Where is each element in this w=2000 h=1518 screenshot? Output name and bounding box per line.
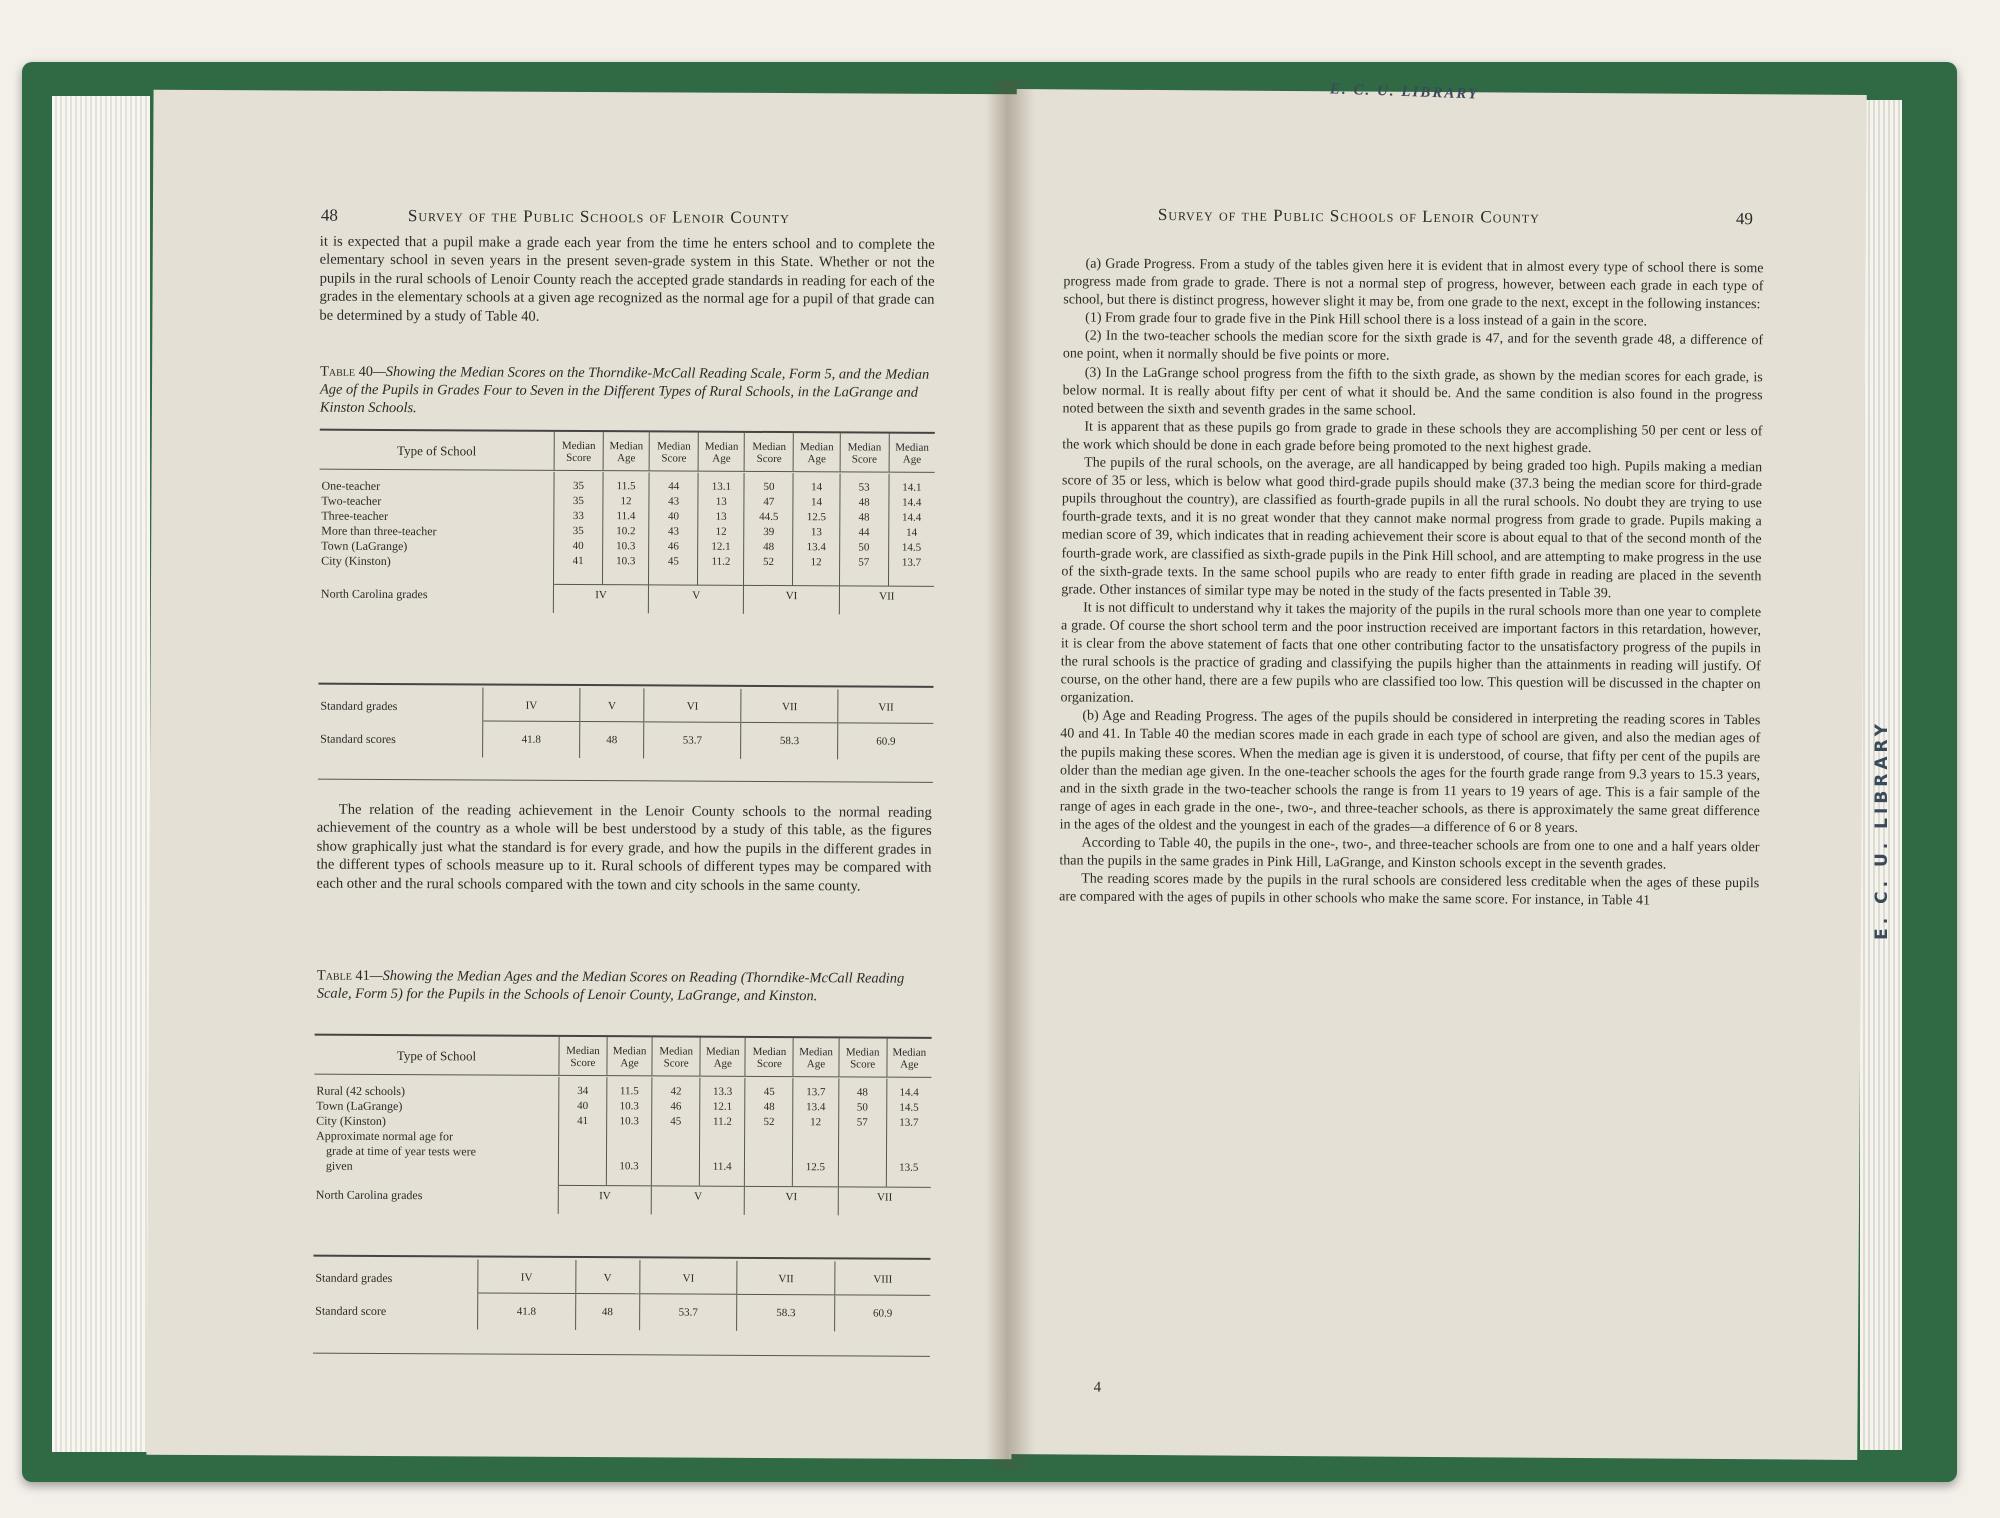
cell: 44.5 (744, 511, 793, 526)
cell: 57 (838, 1116, 886, 1131)
running-head-right: Survey of the Public Schools of Lenoir County (1157, 205, 1540, 227)
cell: 48 (838, 1078, 886, 1101)
std-grade: V (575, 1260, 640, 1293)
right-paragraph: (3) In the LaGrange school progress from the fifth to the sixth grade, as shown by the median scores for each grade, is below normal. It is really about fifty per cent of what it should be. And the same condition is also found in the progress noted between the sixth and seventh grades in the same school. (1062, 365, 1763, 419)
row-label: One-teacher (321, 478, 381, 493)
table-row (313, 1292, 930, 1332)
cell: 34 (559, 1077, 607, 1100)
table40-head: Median Age (794, 433, 840, 472)
cell: 13.1 (698, 473, 744, 496)
table-row (319, 471, 934, 497)
table40-head: Median Age (603, 432, 649, 471)
nc-grade: V (649, 584, 744, 613)
row-label: Rural (42 schools) (316, 1083, 406, 1099)
table41 (314, 1036, 932, 1216)
cell: 14.5 (886, 1102, 931, 1117)
cell: 48 (744, 541, 793, 556)
cell: 13.7 (793, 1078, 839, 1101)
cell: 11.4 (699, 1161, 745, 1186)
table41-head: Median Score (559, 1037, 607, 1076)
row-label: Town (LaGrange) (321, 538, 408, 554)
cell: 12.5 (793, 511, 839, 526)
nc-grade: VI (744, 585, 839, 614)
approx-label-2: grade at time of year tests were (325, 1143, 476, 1159)
std-grade: IV (483, 687, 580, 721)
cell: 10.2 (603, 525, 649, 540)
right-paragraph: (2) In the two-teacher schools the median score for the sixth grade is 47, and for the seventh grade 48, a difference of one point, when it normally should be five points or more. (1062, 328, 1764, 365)
cell: 48 (745, 1101, 793, 1116)
std-scores-label: Standard score (315, 1303, 387, 1318)
table41-nc-grades-row (314, 1184, 931, 1216)
cell: 41 (553, 555, 602, 584)
footer-page-number: 4 (1093, 1379, 1102, 1396)
cell: 40 (649, 510, 698, 525)
cell: 46 (649, 540, 698, 555)
std-score: 53.7 (639, 1293, 737, 1331)
cell: 45 (745, 1078, 793, 1101)
cell: 35 (554, 525, 603, 540)
cell: 45 (652, 1115, 700, 1130)
cell: 57 (839, 556, 888, 585)
cell: 14.4 (889, 497, 935, 512)
left-intro-paragraph: it is expected that a pupil make a grade each year from the time he enters school and to complete the elementary school in seven years in the present seven-grade system in this State. Whether or not the pupils in the rural schools of Lenoir County reach the accepted grade standards in reading for each of the grades in the elementary schools at a given age recognized as the normal age for a pupil of that grade can be determined by a study of Table 40. (319, 233, 935, 325)
cell: 35 (554, 472, 603, 495)
table-row (318, 720, 933, 760)
std-grade: VII (838, 689, 933, 722)
table40 (319, 431, 935, 615)
book-spine-gutter (985, 80, 1035, 1470)
table41-label: Table 41 (316, 967, 370, 984)
cell: 45 (649, 555, 698, 584)
approx-label-3: given (325, 1158, 353, 1173)
table41-head: Median Age (886, 1039, 931, 1078)
cell: 14 (888, 527, 934, 542)
row-label: Three-teacher (321, 508, 388, 523)
nc-grade: V (651, 1185, 744, 1214)
cell: 39 (744, 526, 793, 541)
cell: 12.1 (698, 541, 744, 556)
table41-standards (313, 1259, 930, 1332)
table41-header-row (314, 1036, 931, 1078)
table-row (319, 524, 934, 542)
std-grade: VII (741, 689, 838, 723)
left-middle-paragraph (316, 801, 931, 896)
cell: 13.5 (886, 1162, 931, 1187)
cell: 52 (744, 556, 793, 585)
table41-caption (317, 967, 932, 1006)
cell: 10.3 (603, 540, 649, 555)
table41-head: Median Score (652, 1037, 700, 1076)
nc-grade: VII (838, 1186, 931, 1215)
std-score: 48 (575, 1293, 640, 1330)
std-score: 58.3 (737, 1294, 835, 1332)
nc-grade: VI (745, 1186, 838, 1215)
cell: 13.7 (888, 557, 934, 586)
cell: 14.4 (888, 512, 934, 527)
std-score: 41.8 (483, 720, 580, 758)
cell: 43 (649, 525, 698, 540)
table40-head: Median Score (649, 432, 698, 471)
row-label: Two-teacher (321, 493, 382, 508)
table-row (313, 1259, 930, 1295)
cell: 40 (554, 540, 603, 555)
table-row (314, 1076, 931, 1102)
table40-head: Median Score (840, 433, 889, 472)
table40-caption (320, 363, 935, 420)
cell: 11.2 (700, 1116, 745, 1131)
cell: 14.1 (889, 474, 935, 497)
table41-caption-text: —Showing the Median Ages and the Median Scores on Reading (Thorndike-McCall Reading Scale, Form 5) for the Pupils in the Schools of Lenoir County, LaGrange, and Kinston. (316, 967, 905, 1005)
cell: 13.7 (886, 1117, 931, 1132)
table-row (314, 1159, 931, 1187)
table40-head: Median Score (554, 432, 603, 471)
approx-label-1: Approximate normal age for (316, 1128, 454, 1144)
right-page (1007, 89, 1867, 1460)
std-score: 53.7 (644, 721, 741, 759)
cell: 41 (559, 1115, 607, 1130)
std-grade: VI (640, 1260, 738, 1294)
cell: 11.5 (603, 472, 649, 495)
cell: 13 (698, 511, 744, 526)
table-row (318, 687, 933, 723)
table41-head: Median Age (607, 1037, 653, 1076)
std-score: 58.3 (741, 722, 838, 760)
row-label: Town (LaGrange) (316, 1098, 403, 1114)
cell: 12 (793, 556, 839, 585)
nc-grade: IV (558, 1185, 651, 1214)
table40-nc-grades-row (319, 583, 934, 615)
std-grade: VI (644, 688, 741, 722)
cell: 12.1 (700, 1101, 745, 1116)
std-grades-label: Standard grades (320, 698, 398, 714)
library-stamp-side: E. C. U. LIBRARY (1872, 720, 1892, 940)
cell: 14.4 (886, 1079, 931, 1102)
page-number-49: 49 (1735, 209, 1753, 229)
cell: 50 (744, 473, 793, 496)
cell: 10.3 (602, 555, 648, 584)
std-grade: IV (478, 1259, 576, 1293)
cell: 12 (603, 495, 649, 510)
std-grade: V (580, 688, 644, 721)
right-paragraph: (a) Grade Progress. From a study of the tables given here it is evident that in almost every type of school there is some progress made from grade to grade. There is not a normal step of progress, however, between each grade in each type of school, but there is distinct progress, however slight it may be, from one grade to the next, except in the following instances: (1063, 256, 1764, 313)
row-label: City (Kinston) (321, 553, 391, 568)
cell: 12.5 (793, 1161, 839, 1186)
cell: 13 (793, 526, 839, 541)
cell: 42 (652, 1077, 700, 1100)
right-paragraph: It is not difficult to understand why it takes the majority of the pupils in the rural schools more than one year to complete a grade. Of course the short school term and the poor instruction received are important factors in this retardation, however, it is clear from the above statement of facts that one other contributing factor to the unsatisfactory progress of the pupils in the rural schools is the practice of grading and classifying the pupils higher than the attainments in reading will justify. Of course, on the other hand, there are a few pupils who are classified too low. This question will be discussed in the chapter on organization. (1060, 600, 1762, 707)
cell: 13.3 (700, 1078, 746, 1101)
table-row (319, 554, 934, 586)
cell: 48 (840, 511, 889, 526)
row-label: More than three-teacher (321, 523, 437, 539)
table40-head-type: Type of School (397, 443, 477, 459)
page-edges-left (52, 96, 150, 1452)
std-grades-label: Standard grades (315, 1270, 393, 1286)
table40-header-row (320, 431, 935, 473)
std-score: 48 (580, 721, 644, 758)
cell: 44 (839, 526, 888, 541)
table41-head: Median Age (700, 1038, 746, 1077)
cell: 10.3 (606, 1160, 652, 1185)
cell: 53 (840, 473, 889, 496)
table40-standards (318, 687, 933, 760)
table40-head: Median Score (745, 433, 794, 472)
cell: 12 (698, 526, 744, 541)
cell: 14 (793, 496, 839, 511)
cell: 13.4 (793, 541, 839, 556)
table41-head: Median Score (839, 1038, 887, 1077)
table40-bottom-rule (318, 779, 933, 783)
cell: 13.4 (793, 1101, 838, 1116)
cell: 10.3 (607, 1100, 652, 1115)
table40-caption-text: —Showing the Median Scores on the Thorndike-McCall Reading Scale, Form 5, and the Median Age of the Pupils in Grades Four to Seven in the Different Types of Rural Schools, in the LaGrange and Kinston Schools. (319, 363, 930, 417)
cell: 12 (793, 1116, 838, 1131)
right-paragraph: It is apparent that as these pupils go from grade to grade in these schools they are accomplishing 50 per cent or less of the work which should be done in each grade before being promoted to the next highest grade. (1062, 419, 1763, 457)
cell: 46 (652, 1100, 700, 1115)
page-number-48: 48 (320, 205, 338, 225)
library-stamp-top: E. C. U. LIBRARY (1329, 81, 1480, 103)
nc-grades-label: North Carolina grades (315, 1187, 423, 1203)
cell: 11.5 (607, 1077, 653, 1100)
cell: 40 (559, 1100, 607, 1115)
right-paragraph: According to Table 40, the pupils in the one-, two-, and three-teacher schools are from one to one and a half years older than the pupils in the same grades in Pink Hill, LaGrange, and Kinston schools except in the seventh grades. (1059, 835, 1760, 873)
cell: 14.5 (888, 542, 934, 557)
cell: 35 (554, 495, 603, 510)
cell: 14 (793, 473, 839, 496)
table40-head: Median Age (698, 433, 744, 472)
std-grade: VIII (835, 1261, 931, 1294)
cell: 43 (649, 495, 698, 510)
std-score: 60.9 (835, 1294, 931, 1331)
cell: 11.2 (698, 556, 744, 585)
nc-grade: VII (839, 585, 934, 614)
cell: 52 (745, 1116, 793, 1131)
std-score: 60.9 (838, 722, 933, 759)
table41-head: Median Age (793, 1038, 839, 1077)
left-middle-text: The relation of the reading achievement in the Lenoir County schools to the normal reading achievement of the country as a whole will be best understood by a study of this table, as the figures show graphically just what the standard is for every grade, and how the pupils in the different grades in the different types of schools measure up to it. Rural schools of different types may be compared with each other and the rural schools compared with the town and city schools in the same county. (316, 801, 932, 895)
cell: 50 (839, 541, 888, 556)
cell: 13 (698, 496, 744, 511)
cell: 48 (840, 496, 889, 511)
table40-label: Table 40 (320, 363, 374, 380)
right-body (1059, 255, 1764, 911)
cell: 10.3 (606, 1115, 651, 1130)
cell: 33 (554, 510, 603, 525)
std-grade: VII (737, 1261, 835, 1295)
table41-head-type: Type of School (396, 1048, 477, 1064)
cell: 50 (838, 1101, 886, 1116)
table41-head: Median Score (745, 1038, 793, 1077)
nc-grades-label: North Carolina grades (320, 586, 428, 602)
std-scores-label: Standard scores (320, 731, 396, 747)
nc-grade: IV (553, 584, 648, 613)
table40-head: Median Age (889, 434, 935, 473)
cell: 47 (744, 496, 793, 511)
running-head-left: Survey of the Public Schools of Lenoir County (407, 206, 790, 228)
right-paragraph: The reading scores made by the pupils in the rural schools are considered less creditable when the ages of these pupils are compared with the ages of pupils in other schools who make the same score. For instance, in Table 41 (1059, 871, 1760, 909)
cell: 44 (649, 472, 698, 495)
right-paragraph: The pupils of the rural schools, on the average, are all handicapped by being graded too high. Pupils making a median score of 35 or less, which is below what good third-grade pupils should make (37.3 being the median score for third-grade pupils throughout the country), are classified as fourth-grade pupils in all the rural schools. No doubt they are trying to use fourth-grade texts, and it is no great wonder that they cannot make normal progress from grade to grade. Pupils making a median score of 39, which indicates that in reading achievement their score is about equal to that of the second month of the fourth-grade work, are classified as sixth-grade pupils in the Pink Hill school, and are attempting to make progress in the use of the sixth-grade texts. In the same school pupils who are ready to enter fifth grade in reading are placed in the seventh grade. Other instances of similar type may be noted in the study of the facts presented in Table 39. (1061, 455, 1763, 601)
row-label: City (Kinston) (316, 1113, 386, 1128)
table41-bottom-rule (313, 1353, 930, 1357)
cell: 11.4 (603, 510, 649, 525)
std-score: 41.8 (478, 1292, 576, 1330)
right-paragraph: (1) From grade four to grade five in the Pink Hill school there is a loss instead of a gain in the score. (1085, 310, 1648, 330)
right-paragraph: (b) Age and Reading Progress. The ages of the pupils should be considered in interpreting the reading scores in Tables 40 and 41. In Table 40 the median scores made in each grade in each type of school are given, and also the median ages of the pupils making these scores. When the median age is given it is understood, of course, that fifty per cent of the pupils are older than the median age given. In the one-teacher schools the ages for the fourth grade range from 9.3 years to 15.3 years, and in the sixth grade in the two-teacher schools the range is from 11 years to 19 years of age. This is a fair sample of the range of ages in each grade in the one-, two-, and three-teacher schools, as there is approximately the same great difference in the ages of the oldest and the youngest in each of the grades—a difference of 6 or 8 years. (1059, 708, 1761, 836)
left-page (146, 90, 1018, 1460)
